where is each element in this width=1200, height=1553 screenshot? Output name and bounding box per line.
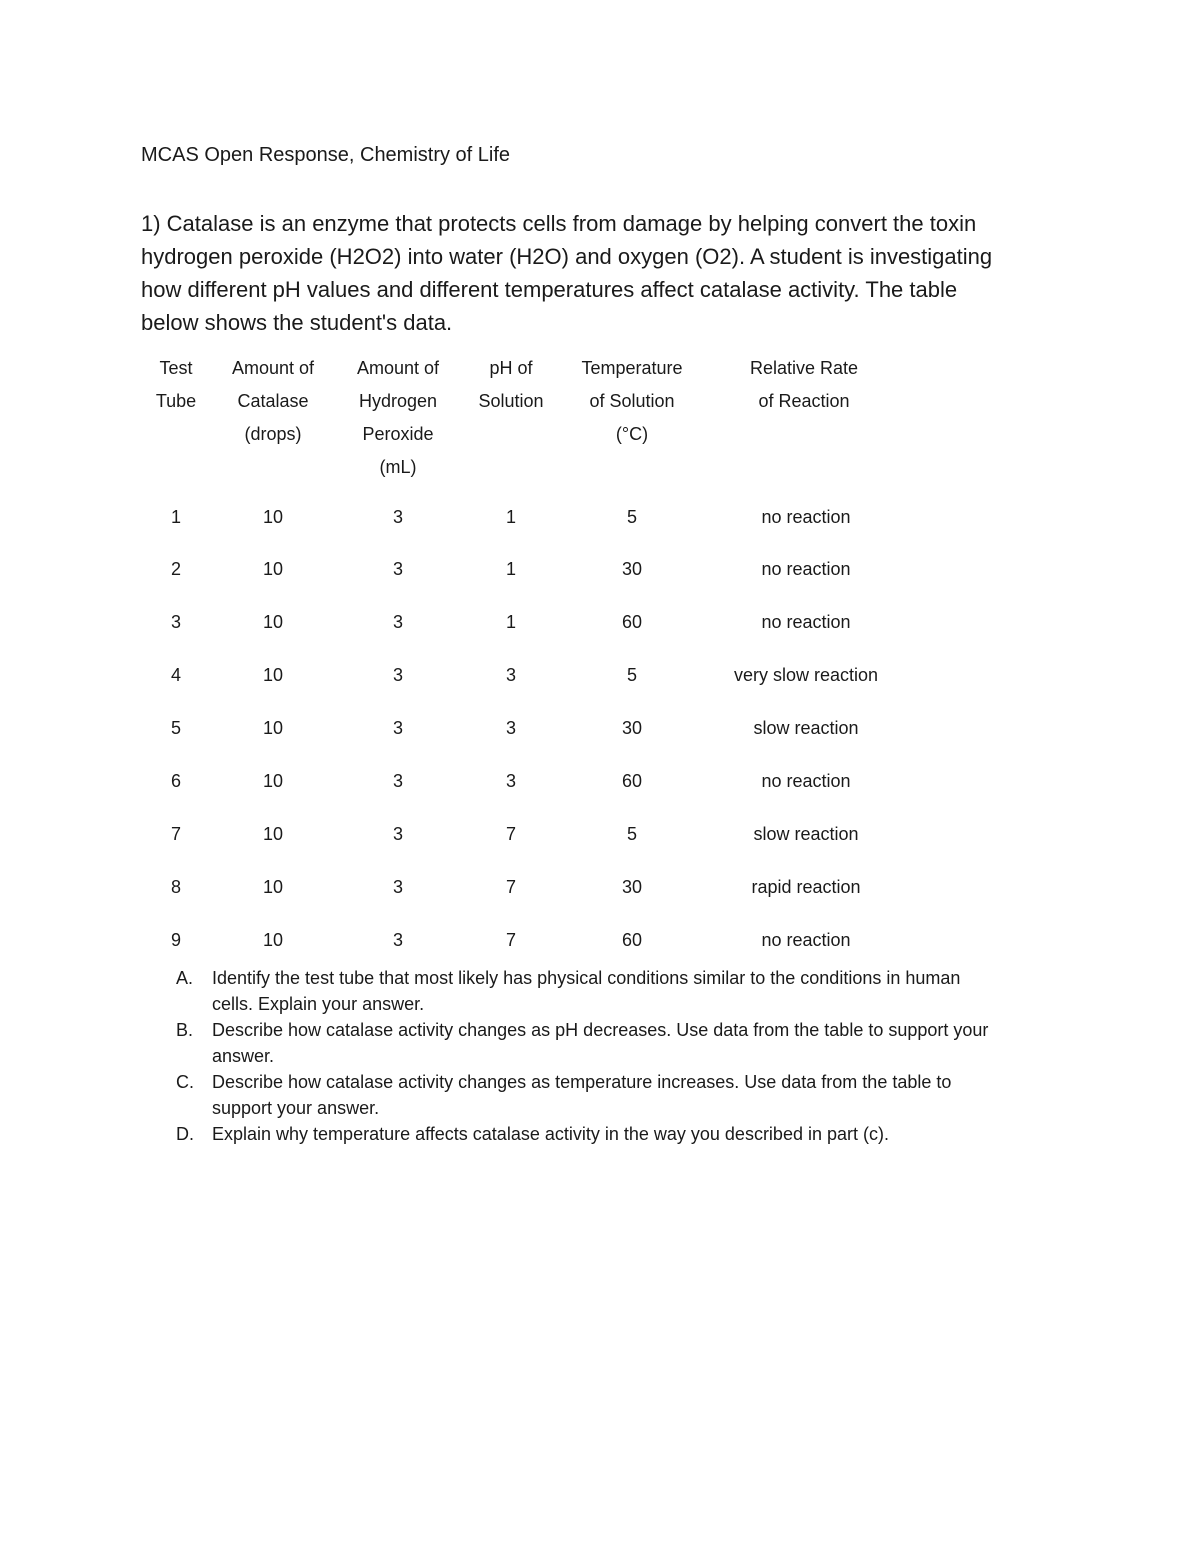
- table-cell: 30: [621, 559, 643, 579]
- table-cell: no reaction: [761, 559, 851, 579]
- table-cell: 7: [170, 824, 182, 844]
- part-text: Explain why temperature affects catalase activity in the way you described in part (c).: [212, 1124, 889, 1144]
- table-cell: 10: [262, 877, 284, 897]
- table-cell: 10: [262, 930, 284, 950]
- table-cell: 1: [505, 507, 517, 527]
- table-cell: 3: [505, 771, 517, 791]
- table-cell: 3: [505, 718, 517, 738]
- table-cell: 5: [626, 665, 638, 685]
- table-cell: 3: [392, 718, 404, 738]
- list-item: [176, 1121, 1076, 1147]
- table-cell: 4: [170, 665, 182, 685]
- table-cell: 10: [262, 665, 284, 685]
- list-item: [176, 965, 1076, 1017]
- table-cell: 5: [170, 718, 182, 738]
- table-cell: 7: [505, 930, 517, 950]
- table-cell: 3: [392, 507, 404, 527]
- table-cell: 7: [505, 824, 517, 844]
- table-cell: slow reaction: [753, 824, 859, 844]
- table-cell: 60: [621, 930, 643, 950]
- col-header-temperature: Temperature of Solution (°C): [581, 358, 683, 444]
- part-text: Describe how catalase activity changes as pH decreases. Use data from the table to support your answer.: [212, 1020, 989, 1066]
- table-cell: slow reaction: [753, 718, 859, 738]
- table-cell: no reaction: [761, 771, 851, 791]
- table-cell: 10: [262, 507, 284, 527]
- table-cell: 3: [392, 930, 404, 950]
- col-header-ph: pH of Solution: [478, 358, 544, 411]
- table-cell: rapid reaction: [751, 877, 861, 897]
- table-cell: 3: [505, 665, 517, 685]
- list-item: [176, 1017, 1076, 1069]
- table-cell: 10: [262, 771, 284, 791]
- question-line: 1) Catalase is an enzyme that protects cells from damage by helping convert the toxin: [141, 211, 977, 236]
- table-cell: 3: [170, 612, 182, 632]
- question-line: below shows the student's data.: [141, 310, 453, 335]
- table-cell: 60: [621, 612, 643, 632]
- part-letter: A.: [176, 968, 194, 988]
- table-cell: no reaction: [761, 930, 851, 950]
- table-cell: 3: [392, 665, 404, 685]
- table-cell: 3: [392, 612, 404, 632]
- table-cell: 1: [170, 507, 182, 527]
- table-cell: very slow reaction: [733, 665, 879, 685]
- col-header-test-tube: Test Tube: [155, 358, 197, 411]
- list-item: [176, 1069, 1076, 1121]
- table-cell: 30: [621, 718, 643, 738]
- table-cell: 10: [262, 718, 284, 738]
- question-text: [141, 207, 1081, 339]
- table-cell: 1: [505, 612, 517, 632]
- table-cell: 10: [262, 559, 284, 579]
- table-cell: no reaction: [761, 612, 851, 632]
- part-text: Identify the test tube that most likely has physical conditions similar to the conditions in human cells. Explain your answer.: [212, 968, 961, 1014]
- table-cell: 7: [505, 877, 517, 897]
- table-cell: 30: [621, 877, 643, 897]
- table-cell: 10: [262, 612, 284, 632]
- table-cell: 3: [392, 824, 404, 844]
- part-letter: D.: [176, 1124, 194, 1144]
- table-cell: 5: [626, 824, 638, 844]
- table-cell: 5: [626, 507, 638, 527]
- col-header-hydrogen-peroxide: Amount of Hydrogen Peroxide (mL): [356, 358, 440, 477]
- table-cell: 1: [505, 559, 517, 579]
- table-cell: 10: [262, 824, 284, 844]
- table-cell: 2: [170, 559, 182, 579]
- table-cell: 60: [621, 771, 643, 791]
- part-text: Describe how catalase activity changes as temperature increases. Use data from the table to support your answer.: [212, 1072, 952, 1118]
- page-title: MCAS Open Response, Chemistry of Life: [141, 144, 511, 166]
- col-header-catalase: Amount of Catalase (drops): [231, 358, 315, 444]
- question-parts-list: [176, 965, 1076, 1147]
- question-line: hydrogen peroxide (H2O2) into water (H2O) and oxygen (O2). A student is investigating: [141, 244, 993, 269]
- table-cell: no reaction: [761, 507, 851, 527]
- table-cell: 8: [170, 877, 182, 897]
- question-line: how different pH values and different temperatures affect catalase activity. The table: [141, 277, 958, 302]
- part-letter: C.: [176, 1072, 194, 1092]
- part-letter: B.: [176, 1020, 194, 1040]
- col-header-relative-rate: Relative Rate of Reaction: [749, 358, 859, 411]
- table-cell: 3: [392, 877, 404, 897]
- table-cell: 9: [170, 930, 182, 950]
- table-cell: 3: [392, 771, 404, 791]
- table-cell: 3: [392, 559, 404, 579]
- table-cell: 6: [170, 771, 182, 791]
